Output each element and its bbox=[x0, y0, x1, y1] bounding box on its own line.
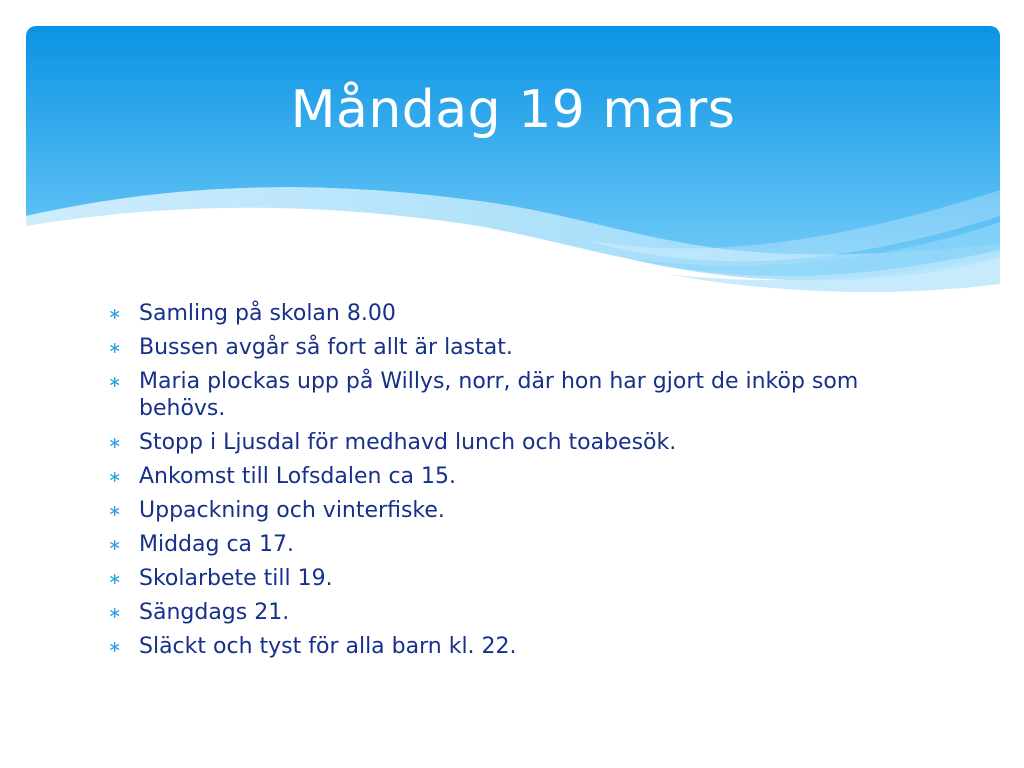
list-item bbox=[108, 300, 908, 327]
list-item-text: Samling på skolan 8.00 bbox=[139, 301, 396, 326]
header-wave-banner bbox=[26, 26, 1000, 296]
slide-title: Måndag 19 mars bbox=[290, 80, 736, 140]
list-item bbox=[108, 565, 908, 592]
asterisk-bullet-icon: ∗ bbox=[108, 372, 122, 391]
schedule-list bbox=[108, 300, 908, 660]
asterisk-bullet-icon: ∗ bbox=[108, 569, 122, 588]
asterisk-bullet-icon: ∗ bbox=[108, 637, 122, 656]
list-item bbox=[108, 633, 908, 660]
asterisk-bullet-icon: ∗ bbox=[108, 433, 122, 452]
list-item-text: Skolarbete till 19. bbox=[139, 566, 333, 591]
asterisk-bullet-icon: ∗ bbox=[108, 338, 122, 357]
list-item bbox=[108, 599, 908, 626]
asterisk-bullet-icon: ∗ bbox=[108, 535, 122, 554]
list-item-text: Stopp i Ljusdal för medhavd lunch och toabesök. bbox=[139, 430, 677, 455]
list-item bbox=[108, 497, 908, 524]
asterisk-bullet-icon: ∗ bbox=[108, 501, 122, 520]
asterisk-bullet-icon: ∗ bbox=[108, 304, 122, 323]
slide-content bbox=[108, 300, 908, 667]
list-item-text: Ankomst till Lofsdalen ca 15. bbox=[139, 464, 457, 489]
asterisk-bullet-icon: ∗ bbox=[108, 603, 122, 622]
list-item-text: Middag ca 17. bbox=[139, 532, 295, 557]
list-item-text: Maria plockas upp på Willys, norr, där hon har gjort de inköp som behövs. bbox=[139, 369, 859, 421]
list-item-text: Sängdags 21. bbox=[139, 600, 290, 625]
list-item bbox=[108, 531, 908, 558]
asterisk-bullet-icon: ∗ bbox=[108, 467, 122, 486]
list-item-text: Bussen avgår så fort allt är lastat. bbox=[139, 335, 513, 360]
list-item bbox=[108, 429, 908, 456]
list-item-text: Uppackning och vinterfiske. bbox=[139, 498, 445, 523]
list-item-text: Släckt och tyst för alla barn kl. 22. bbox=[139, 634, 517, 659]
list-item bbox=[108, 368, 908, 422]
list-item bbox=[108, 334, 908, 361]
list-item bbox=[108, 463, 908, 490]
